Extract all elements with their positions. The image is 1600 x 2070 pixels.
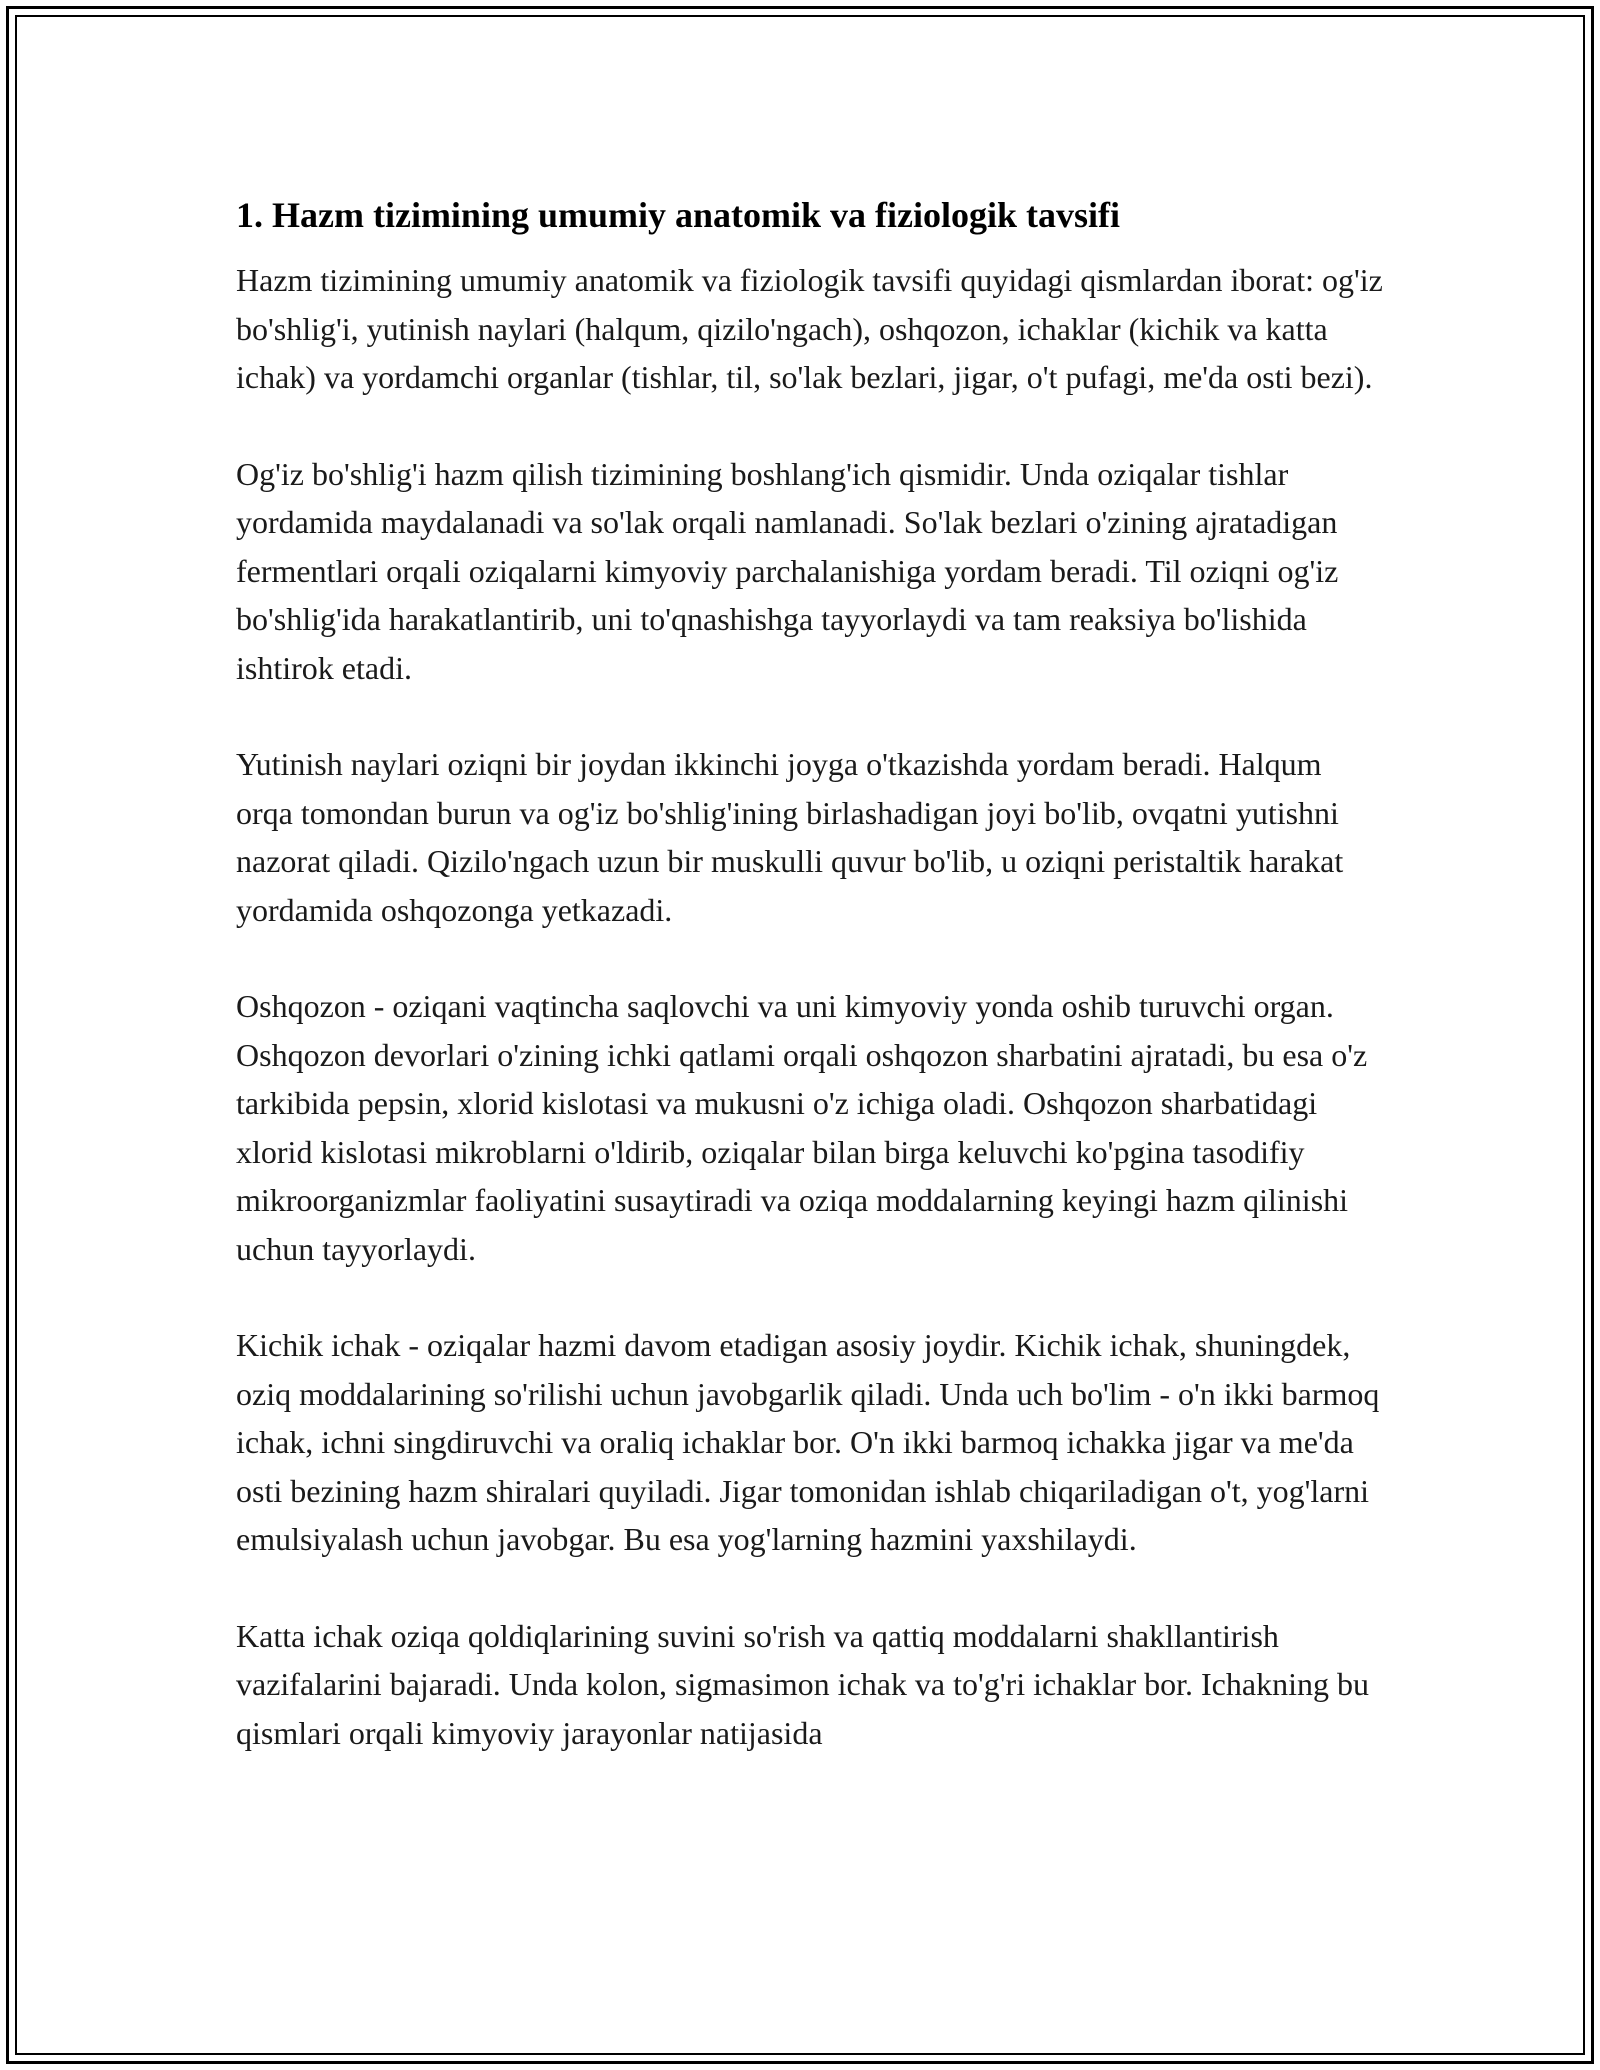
paragraph-oral-cavity: Og'iz bo'shlig'i hazm qilish tizimining boshlang'ich qismidir. Unda oziqalar tishlar yordamida maydalanadi va so'lak orqali namlanadi. So'lak bezlari o'zining ajratadigan fermentlari orqali oziqalarni kimyoviy parchalanishiga yordam beradi. Til oziqni og'iz bo'shlig'ida harakatlantirib, uni to'qnashishga tayyorlaydi va tam reaksiya bo'lishida ishtirok etadi. xyxy=(236,455,1339,686)
section-heading: 1. Hazm tizimining umumiy anatomik va fiziologik tavsifi xyxy=(236,195,1121,235)
paragraph-large-intestine: Katta ichak oziqa qoldiqlarining suvini so'rish va qattiq moddalarni shakllantirish vazifalarini bajaradi. Unda kolon, sigmasimon ichak va to'g'ri ichaklar bor. Ichakning bu qismlari orqali kimyoviy jarayonlar natijasida xyxy=(236,1617,1369,1751)
paragraph-small-intestine: Kichik ichak - oziqalar hazmi davom etadigan asosiy joydir. Kichik ichak, shuningdek, oziq moddalarining so'rilishi uchun javobgarlik qiladi. Unda uch bo'lim - o'n ikki barmoq ichak, ichni singdiruvchi va oraliq ichaklar bor. O'n ikki barmoq ichakka jigar va me'da osti bezining hazm shiralari quyiladi. Jigar tomonidan ishlab chiqariladigan o't, yog'larni emulsiyalash uchun javobgar. Bu esa yog'larning hazmini yaxshilaydi. xyxy=(236,1327,1380,1557)
paragraph-pharynx-esophagus: Yutinish naylari oziqni bir joydan ikkinchi joyga o'tkazishda yordam beradi. Halqum orqa tomondan burun va og'iz bo'shlig'ining birlashadigan joyi bo'lib, ovqatni yutishni nazorat qiladi. Qizilo'ngach uzun bir muskulli quvur bo'lib, u oziqni peristaltik harakat yordamida oshqozonga yetkazadi. xyxy=(236,746,1344,928)
document-body xyxy=(236,190,1386,1805)
paragraph-overview: Hazm tizimining umumiy anatomik va fiziologik tavsifi quyidagi qismlardan iborat: og'iz bo'shlig'i, yutinish naylari (halqum, qizilo'ngach), oshqozon, ichaklar (kichik va katta ichak) va yordamchi organlar (tishlar, til, so'lak bezlari, jigar, o't pufagi, me'da osti bezi). xyxy=(236,262,1383,395)
paragraph-stomach: Oshqozon - oziqani vaqtincha saqlovchi va uni kimyoviy yonda oshib turuvchi organ. Oshqozon devorlari o'zining ichki qatlami orqali oshqozon sharbatini ajratadi, bu esa o'z tarkibida pepsin, xlorid kislotasi va mukusni o'z ichiga oladi. Oshqozon sharbatidagi xlorid kislotasi mikroblarni o'ldirib, oziqalar bilan birga keluvchi ko'pgina tasodifiy mikroorganizmlar faoliyatini susaytiradi va oziqa moddalarning keyingi hazm qilinishi uchun tayyorlaydi. xyxy=(236,988,1368,1267)
